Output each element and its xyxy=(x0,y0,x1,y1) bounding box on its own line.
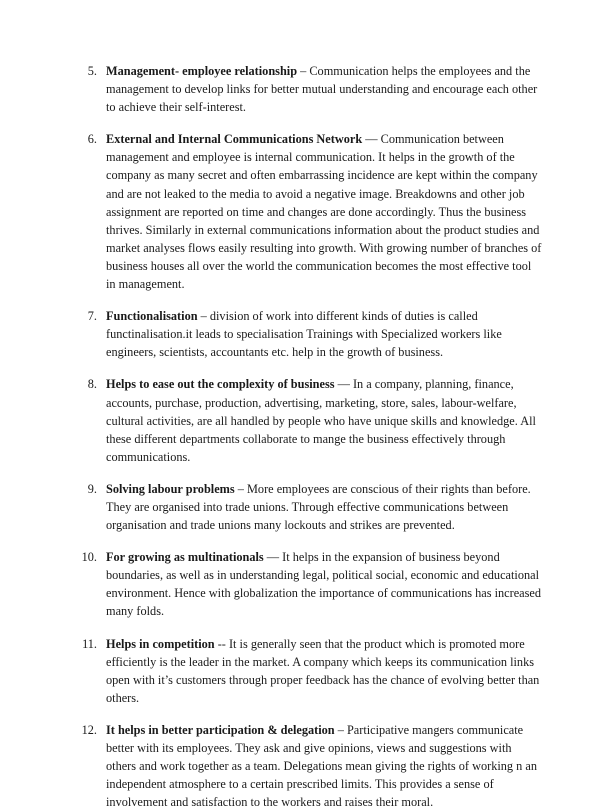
list-item-text xyxy=(106,723,537,809)
list-item-heading: For growing as multinationals xyxy=(106,550,264,565)
list-item-body: – division of work into different kinds of duties is called functinalisation.it leads to specialisation Trainings with Specialized workers like engineers, scientists, accountants etc. help in the growth of business. xyxy=(106,309,502,360)
list-item-number: 12. xyxy=(81,722,97,737)
list-item xyxy=(78,62,542,116)
list-item-heading: It helps in better participation & delegation xyxy=(106,722,335,737)
list-item-number: 6. xyxy=(87,132,97,147)
list-item-text xyxy=(106,550,541,618)
list-item-body: — In a company, planning, finance, accounts, purchase, production, advertising, marketing, store, sales, labour-welfare, cultural activities, are all handled by people who have unique skills and knowledge. All these different departments collaborate to mange the business effectively through communications. xyxy=(106,377,536,464)
list-item xyxy=(78,307,542,361)
page-content xyxy=(78,62,542,811)
list-item-body: — It helps in the expansion of business beyond boundaries, as well as in understanding legal, political social, economic and educational environment. Hence with globalization the importance of communications has increased many folds. xyxy=(106,550,542,619)
list-item-body: — Communication between management and employee is internal communication. It helps in the growth of the company as many secret and often embarrassing incidence are kept within the company and are not leaked to the media to avoid a negative image. Breakdowns and other job assignment are reported on time and changes are done accordingly. Thus the business thrives. Similarly in external communications information about the product studies and market analyses flows easily resulting into growth. With growing number of branches of business houses all over the world the communication becomes the most effective tool in management. xyxy=(106,132,542,292)
list-item-heading: External and Internal Communications Network xyxy=(106,132,363,147)
list-item-number: 5. xyxy=(87,64,97,78)
list-item-text xyxy=(106,64,537,114)
list-item-number: 9. xyxy=(87,481,97,496)
list-item-number: 7. xyxy=(87,309,97,324)
list-item-text xyxy=(106,482,531,532)
list-item-heading: Solving labour problems xyxy=(106,481,235,496)
numbered-list xyxy=(78,62,542,811)
list-item-heading: Management- employee relationship xyxy=(106,64,298,78)
list-item-body: – Participative mangers communicate better with its employees. They ask and give opinions, views and suggestions with others and work together as a team. Delegations mean giving the rights of working n an independent atmosphere to a certain prescribed limits. This provides a sense of involvement and satisfaction to the workers and raises their moral. xyxy=(106,722,537,810)
list-item-number: 8. xyxy=(87,377,97,392)
list-item xyxy=(78,635,542,707)
list-item xyxy=(78,480,542,534)
list-item-number: 11. xyxy=(82,636,97,651)
list-item-heading: Functionalisation xyxy=(106,309,198,324)
list-item-body: – Communication helps the employees and the management to develop links for better mutual understanding and encourage each other to achieve their self-interest. xyxy=(106,64,538,115)
list-item xyxy=(78,375,542,465)
list-item-text xyxy=(106,637,539,705)
list-item-heading: Helps in competition xyxy=(106,636,215,651)
list-item-body: – More employees are conscious of their rights than before. They are organised into trade unions. Through effective communications between organisation and trade unions many lockouts and strikes are prevented. xyxy=(106,481,531,533)
list-item-text xyxy=(106,377,536,463)
list-item xyxy=(78,130,542,293)
list-item-body: -- It is generally seen that the product which is promoted more efficiently is the leader in the market. A company which keeps its communication links open with it’s customers through proper feedback has the chance of evolving better than others. xyxy=(106,636,540,705)
list-item xyxy=(78,721,542,811)
list-item-text xyxy=(106,132,541,291)
list-item-number: 10. xyxy=(81,550,97,565)
list-item-text xyxy=(106,309,502,359)
list-item xyxy=(78,548,542,620)
list-item-heading: Helps to ease out the complexity of business xyxy=(106,377,335,392)
